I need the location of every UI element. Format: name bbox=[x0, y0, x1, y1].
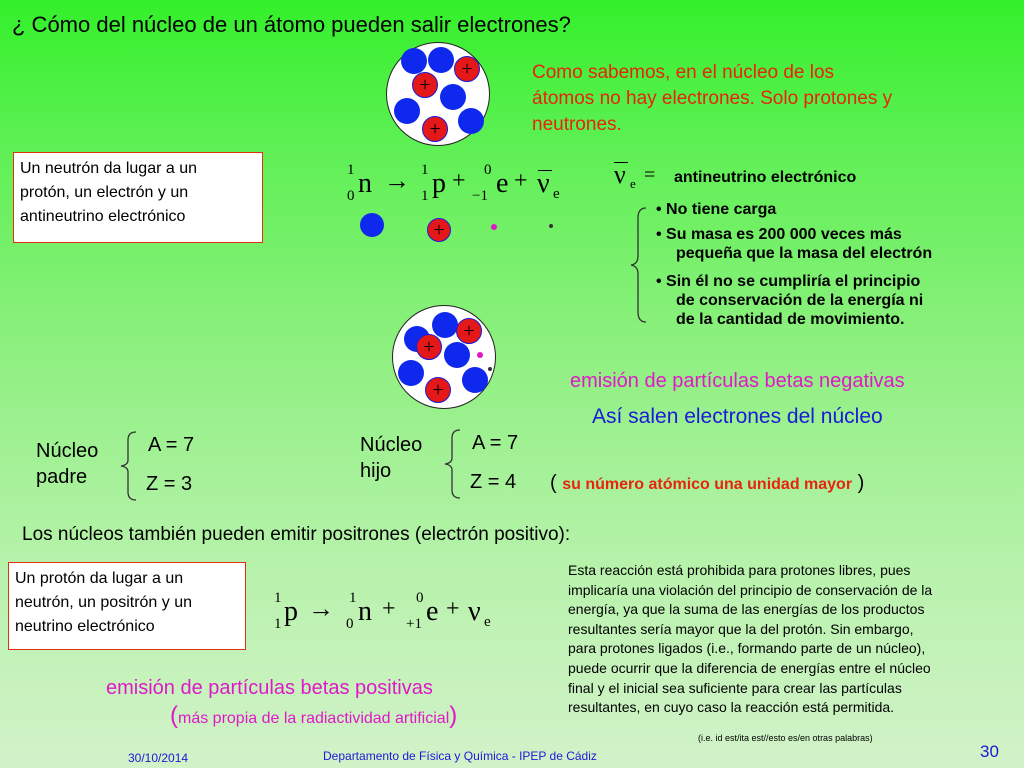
daughter-nucleus-label: Núcleo hijo bbox=[360, 434, 423, 482]
electrons-exit-label: Así salen electrones del núcleo bbox=[592, 405, 883, 428]
antineutrino-dot bbox=[549, 224, 553, 228]
positron-intro: Los núcleos también pueden emitir positrones (electrón positivo): bbox=[22, 524, 571, 545]
beta-plus-equation: 1 1 p → 1 0 n + 0 +1 e + ν e bbox=[274, 590, 491, 632]
parent-brace bbox=[118, 430, 140, 502]
proton-ball: + bbox=[427, 218, 451, 242]
proton: + bbox=[422, 116, 448, 142]
page-number: 30 bbox=[980, 742, 999, 761]
ie-note: (i.e. id est/ita est//esto es/en otras palabras) bbox=[698, 733, 873, 743]
daughter-brace bbox=[442, 428, 464, 500]
parent-nucleus-label: Núcleo padre bbox=[36, 440, 99, 488]
parent-atomic-number: Z = 3 bbox=[146, 473, 193, 495]
antineutrino-definition: ν e = antineutrino electrónico bbox=[614, 160, 857, 191]
intro-text: Como sabemos, en el núcleo de los átomos no hay electrones. Solo protones y neutrones. bbox=[532, 62, 893, 135]
footer-date: 30/10/2014 bbox=[128, 751, 189, 765]
slide: ¿ Cómo del núcleo de un átomo pueden salir electrones? + + + Como sabemos, en el núcleo de los átomos no hay electrones. Solo protones y neutrones. Un neutrón da lugar a un protón, un electrón y un antineutrino electrónico 1 0 n → 1 1 p + 0 −1 e + ν e + ν e = antineutrino electrónico • No tiene carga • Su masa es 200 000 veces más pequeña que la masa del electrón • Sin él no se cumpliría el principio de conservación de la energía ni de la cantidad de movimiento. + + + emisión de partículas betas negativas Así salen electrones del núcleo Núcleo padre A = 7 Z = 3 Núcleo hijo A = 7 Z = 4 ( su número atómico una unidad mayor ) Los núcleos también pueden emitir positrones (electrón positivo): Un protón da lugar a un neutrón, un positrón y un neutrino electrónico 1 1 p → 1 0 n + 0 +1 e + ν e Esta reacción está prohibida para protones libres, pues implicaría una violación del principio de conservación de la energía, ya que la suma de las energías de los productos resultantes sería mayor que la del protón. Sin embargo, para protones ligados (i.e., formando parte de un núcleo), puede ocurrir que la diferencia de energías entre el núcleo final y el inicial sea suficiente para crear las partículas resultantes, en cuyo caso la reacción está permitida. (i.e. id est/ita est//esto es/en otras palabras) emisión de partículas betas positivas (más propia de la radiactividad artificial) 30/10/2014 Departamento de Física y Química - IPEP de Cádiz 30 bbox=[0, 0, 1024, 768]
beta-minus-equation: 1 0 n → 1 1 p + 0 −1 e + ν e bbox=[347, 162, 560, 204]
daughter-atomic-number: Z = 4 bbox=[470, 471, 517, 493]
slide-title: ¿ Cómo del núcleo de un átomo pueden salir electrones? bbox=[12, 12, 571, 37]
proton: + bbox=[425, 377, 451, 403]
beta-plus-subtitle: (más propia de la radiactividad artificial) bbox=[170, 702, 458, 729]
beta-plus-label: emisión de partículas betas positivas bbox=[106, 677, 433, 699]
proton: + bbox=[412, 72, 438, 98]
parent-mass-number: A = 7 bbox=[148, 434, 195, 456]
proton: + bbox=[454, 56, 480, 82]
daughter-note: ( su número atómico una unidad mayor ) bbox=[550, 472, 865, 494]
proton: + bbox=[456, 318, 482, 344]
proton: + bbox=[416, 334, 442, 360]
neutron-ball bbox=[360, 213, 384, 237]
beta-minus-label: emisión de partículas betas negativas bbox=[570, 370, 905, 392]
footer-department: Departamento de Física y Química - IPEP de Cádiz bbox=[323, 749, 597, 763]
neutron-decay-box: Un neutrón da lugar a un protón, un electrón y un antineutrino electrónico bbox=[13, 152, 263, 243]
bullets-brace bbox=[628, 206, 650, 324]
explanation-text: Esta reacción está prohibida para protones libres, pues implicaría una violación del principio de conservación de la energía, ya que la suma de las energías de los productos resultantes sería mayor que la del protón. Sin embargo, para protones ligados (i.e., formando parte de un núcleo), puede ocurrir que la diferencia de energías entre el núcleo final y el inicial sea suficiente para crear las partículas resultantes, en cuyo caso la reacción está permitida. bbox=[568, 562, 933, 716]
proton-decay-box: Un protón da lugar a un neutrón, un positrón y un neutrino electrónico bbox=[8, 562, 246, 650]
electron-dot bbox=[491, 224, 497, 230]
daughter-mass-number: A = 7 bbox=[472, 432, 519, 454]
